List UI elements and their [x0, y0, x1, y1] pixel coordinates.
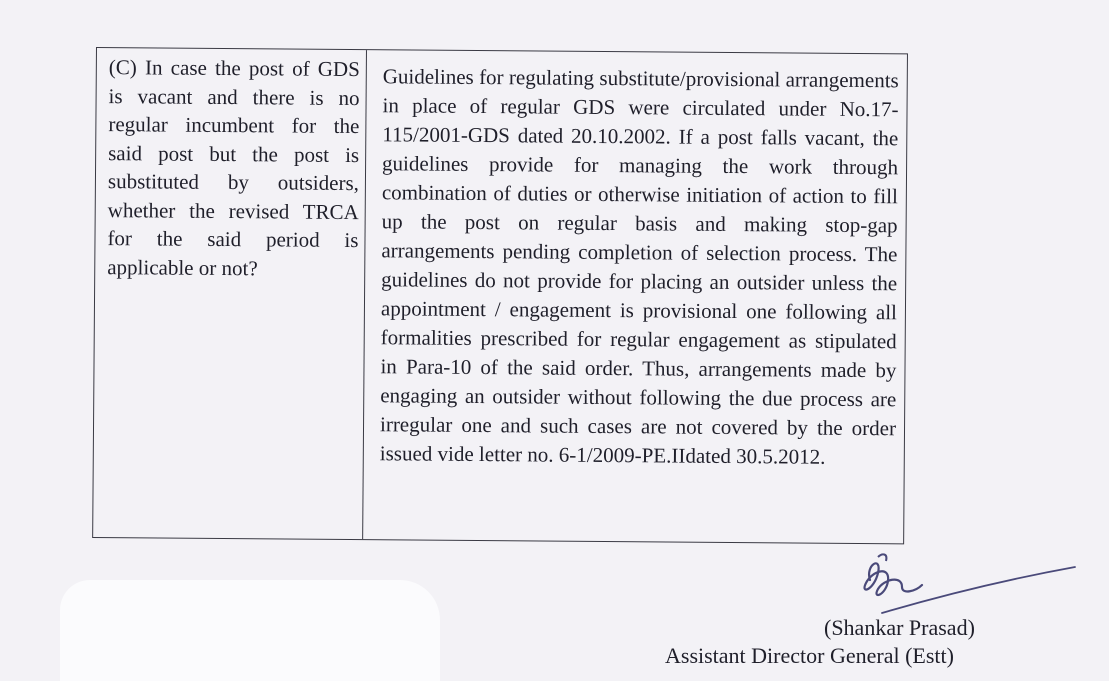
- signatory-name: (Shankar Prasad): [824, 615, 975, 640]
- clarification-table: [92, 47, 908, 544]
- redacted-area: [60, 580, 440, 681]
- question-cell: (C) In case the post of GDS is vacant and there is no regular incumbent for the said post but the post is substituted by outsiders, whether the revised TRCA for the said period is applicable or not?: [93, 48, 367, 539]
- signature-block: [620, 545, 1080, 675]
- signatory-designation: Assistant Director General (Estt): [665, 643, 954, 668]
- answer-cell: Guidelines for regulating substitute/provisional arrangements in place of regular GDS were circulated under No.17-115/2001-GDS dated 20.10.2002. If a post falls vacant, the guidelines provide for managing the work through combination of duties or otherwise initiation of action to fill up the post on regular basis and making stop-gap arrangements pending completion of selection process. The guidelines do not provide for placing an outsider unless the appointment / engagement is provisional one following all formalities prescribed for regular engagement as stipulated in Para-10 of the said order. Thus, arrangements made by engaging an outsider without following the due process are irregular one and such cases are not covered by the order issued vide letter no. 6-1/2009-PE.IIdated 30.5.2012.: [379, 64, 899, 469]
- signature-mark: [620, 545, 1080, 625]
